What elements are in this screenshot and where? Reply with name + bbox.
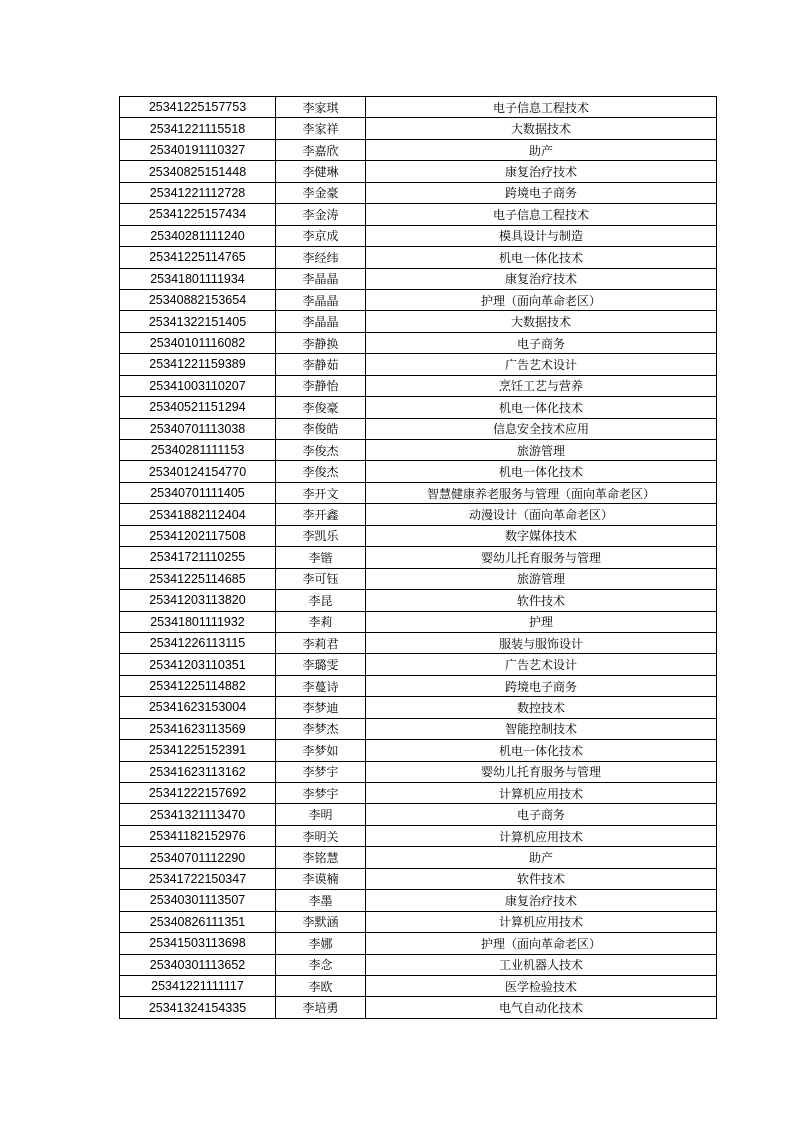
student-name-cell: 李莉 xyxy=(276,611,366,632)
student-name-cell: 李欧 xyxy=(276,975,366,996)
table-row xyxy=(120,97,717,118)
table-row xyxy=(120,975,717,996)
table-row xyxy=(120,954,717,975)
table-row xyxy=(120,933,717,954)
table-row xyxy=(120,247,717,268)
table-row xyxy=(120,847,717,868)
student-name-cell: 李健琳 xyxy=(276,161,366,182)
major-cell: 机电一体化技术 xyxy=(366,397,717,418)
student-name-cell: 李昆 xyxy=(276,590,366,611)
table-row xyxy=(120,740,717,761)
table-row xyxy=(120,161,717,182)
student-id-cell: 25341221111117 xyxy=(120,975,276,996)
student-name-cell: 李金涛 xyxy=(276,204,366,225)
table-row xyxy=(120,268,717,289)
student-id-cell: 25340882153654 xyxy=(120,289,276,310)
student-name-cell: 李梦杰 xyxy=(276,718,366,739)
student-name-cell: 李晶晶 xyxy=(276,311,366,332)
major-cell: 机电一体化技术 xyxy=(366,461,717,482)
student-id-cell: 25341721110255 xyxy=(120,547,276,568)
student-name-cell: 李金豪 xyxy=(276,182,366,203)
student-name-cell: 李晶晶 xyxy=(276,289,366,310)
table-row xyxy=(120,311,717,332)
major-cell: 机电一体化技术 xyxy=(366,740,717,761)
student-id-cell: 25340101116082 xyxy=(120,332,276,353)
student-id-cell: 25340701111405 xyxy=(120,482,276,503)
student-id-cell: 25340521151294 xyxy=(120,397,276,418)
major-cell: 数字媒体技术 xyxy=(366,525,717,546)
table-row xyxy=(120,440,717,461)
student-id-cell: 25340281111240 xyxy=(120,225,276,246)
table-row xyxy=(120,118,717,139)
student-id-cell: 25341225114882 xyxy=(120,675,276,696)
major-cell: 电子信息工程技术 xyxy=(366,97,717,118)
table-row xyxy=(120,590,717,611)
student-id-cell: 25341221159389 xyxy=(120,354,276,375)
student-name-cell: 李开文 xyxy=(276,482,366,503)
major-cell: 护理（面向革命老区） xyxy=(366,289,717,310)
student-name-cell: 李晶晶 xyxy=(276,268,366,289)
student-name-cell: 李俊杰 xyxy=(276,440,366,461)
student-id-cell: 25341221115518 xyxy=(120,118,276,139)
table-row xyxy=(120,418,717,439)
table-row xyxy=(120,997,717,1018)
major-cell: 智慧健康养老服务与管理（面向革命老区） xyxy=(366,482,717,503)
table-row xyxy=(120,547,717,568)
major-cell: 助产 xyxy=(366,847,717,868)
student-id-cell: 25341322151405 xyxy=(120,311,276,332)
student-name-cell: 李明关 xyxy=(276,825,366,846)
table-row xyxy=(120,182,717,203)
major-cell: 婴幼儿托育服务与管理 xyxy=(366,761,717,782)
student-name-cell: 李娜 xyxy=(276,933,366,954)
student-id-cell: 25341225114685 xyxy=(120,568,276,589)
student-id-cell: 25341623113569 xyxy=(120,718,276,739)
student-name-cell: 李梦如 xyxy=(276,740,366,761)
student-name-cell: 李培勇 xyxy=(276,997,366,1018)
major-cell: 信息安全技术应用 xyxy=(366,418,717,439)
student-name-cell: 李谟楠 xyxy=(276,868,366,889)
student-name-cell: 李凯乐 xyxy=(276,525,366,546)
student-id-cell: 25341623113162 xyxy=(120,761,276,782)
student-id-cell: 25341225152391 xyxy=(120,740,276,761)
major-cell: 计算机应用技术 xyxy=(366,783,717,804)
student-id-cell: 25341225157434 xyxy=(120,204,276,225)
student-id-cell: 25340281111153 xyxy=(120,440,276,461)
table-row xyxy=(120,289,717,310)
student-name-cell: 李静茹 xyxy=(276,354,366,375)
major-cell: 广告艺术设计 xyxy=(366,354,717,375)
major-cell: 旅游管理 xyxy=(366,440,717,461)
table-row xyxy=(120,868,717,889)
student-name-cell: 李可钰 xyxy=(276,568,366,589)
major-cell: 动漫设计（面向革命老区） xyxy=(366,504,717,525)
roster-body xyxy=(120,97,717,1019)
student-id-cell: 25341003110207 xyxy=(120,375,276,396)
major-cell: 电子商务 xyxy=(366,332,717,353)
student-id-cell: 25340301113652 xyxy=(120,954,276,975)
student-name-cell: 李锴 xyxy=(276,547,366,568)
major-cell: 护理（面向革命老区） xyxy=(366,933,717,954)
student-name-cell: 李家祥 xyxy=(276,118,366,139)
major-cell: 计算机应用技术 xyxy=(366,825,717,846)
student-name-cell: 李京成 xyxy=(276,225,366,246)
student-name-cell: 李梦迪 xyxy=(276,697,366,718)
student-name-cell: 李明 xyxy=(276,804,366,825)
student-id-cell: 25341202117508 xyxy=(120,525,276,546)
student-id-cell: 25341225114765 xyxy=(120,247,276,268)
table-row xyxy=(120,354,717,375)
table-row xyxy=(120,525,717,546)
table-row xyxy=(120,697,717,718)
major-cell: 软件技术 xyxy=(366,590,717,611)
student-name-cell: 李莉君 xyxy=(276,632,366,653)
student-name-cell: 李默涵 xyxy=(276,911,366,932)
student-name-cell: 李梦宇 xyxy=(276,783,366,804)
major-cell: 工业机器人技术 xyxy=(366,954,717,975)
student-id-cell: 25341203110351 xyxy=(120,654,276,675)
major-cell: 婴幼儿托育服务与管理 xyxy=(366,547,717,568)
student-name-cell: 李梦宇 xyxy=(276,761,366,782)
table-row xyxy=(120,225,717,246)
student-id-cell: 25340301113507 xyxy=(120,890,276,911)
major-cell: 助产 xyxy=(366,139,717,160)
student-id-cell: 25341801111932 xyxy=(120,611,276,632)
student-id-cell: 25341182152976 xyxy=(120,825,276,846)
major-cell: 电子信息工程技术 xyxy=(366,204,717,225)
student-name-cell: 李家琪 xyxy=(276,97,366,118)
major-cell: 旅游管理 xyxy=(366,568,717,589)
student-id-cell: 25341801111934 xyxy=(120,268,276,289)
student-id-cell: 25341324154335 xyxy=(120,997,276,1018)
student-id-cell: 25341221112728 xyxy=(120,182,276,203)
student-id-cell: 25340701113038 xyxy=(120,418,276,439)
table-row xyxy=(120,375,717,396)
major-cell: 软件技术 xyxy=(366,868,717,889)
table-row xyxy=(120,804,717,825)
student-id-cell: 25340191110327 xyxy=(120,139,276,160)
student-id-cell: 25341226113115 xyxy=(120,632,276,653)
major-cell: 大数据技术 xyxy=(366,118,717,139)
student-name-cell: 李俊杰 xyxy=(276,461,366,482)
table-row xyxy=(120,783,717,804)
student-name-cell: 李俊豪 xyxy=(276,397,366,418)
student-id-cell: 25340124154770 xyxy=(120,461,276,482)
major-cell: 医学检验技术 xyxy=(366,975,717,996)
table-row xyxy=(120,761,717,782)
student-id-cell: 25341882112404 xyxy=(120,504,276,525)
student-name-cell: 李璐雯 xyxy=(276,654,366,675)
student-id-cell: 25341503113698 xyxy=(120,933,276,954)
table-row xyxy=(120,632,717,653)
table-row xyxy=(120,482,717,503)
table-row xyxy=(120,139,717,160)
table-row xyxy=(120,611,717,632)
table-row xyxy=(120,890,717,911)
student-name-cell: 李开鑫 xyxy=(276,504,366,525)
table-row xyxy=(120,504,717,525)
student-name-cell: 李蔓诗 xyxy=(276,675,366,696)
major-cell: 数控技术 xyxy=(366,697,717,718)
table-row xyxy=(120,654,717,675)
student-id-cell: 25340701112290 xyxy=(120,847,276,868)
table-row xyxy=(120,675,717,696)
student-name-cell: 李铭慧 xyxy=(276,847,366,868)
student-name-cell: 李经纬 xyxy=(276,247,366,268)
table-row xyxy=(120,568,717,589)
major-cell: 智能控制技术 xyxy=(366,718,717,739)
table-row xyxy=(120,825,717,846)
major-cell: 康复治疗技术 xyxy=(366,268,717,289)
table-row xyxy=(120,397,717,418)
major-cell: 广告艺术设计 xyxy=(366,654,717,675)
major-cell: 康复治疗技术 xyxy=(366,890,717,911)
student-id-cell: 25341623153004 xyxy=(120,697,276,718)
student-name-cell: 李嘉欣 xyxy=(276,139,366,160)
student-id-cell: 25341222157692 xyxy=(120,783,276,804)
table-row xyxy=(120,461,717,482)
student-name-cell: 李念 xyxy=(276,954,366,975)
major-cell: 电子商务 xyxy=(366,804,717,825)
table-row xyxy=(120,332,717,353)
student-id-cell: 25341203113820 xyxy=(120,590,276,611)
student-name-cell: 李墨 xyxy=(276,890,366,911)
table-row xyxy=(120,204,717,225)
table-row xyxy=(120,911,717,932)
major-cell: 电气自动化技术 xyxy=(366,997,717,1018)
major-cell: 烹饪工艺与营养 xyxy=(366,375,717,396)
major-cell: 机电一体化技术 xyxy=(366,247,717,268)
student-id-cell: 25341321113470 xyxy=(120,804,276,825)
major-cell: 跨境电子商务 xyxy=(366,182,717,203)
major-cell: 计算机应用技术 xyxy=(366,911,717,932)
student-id-cell: 25340826111351 xyxy=(120,911,276,932)
student-name-cell: 李俊皓 xyxy=(276,418,366,439)
major-cell: 模具设计与制造 xyxy=(366,225,717,246)
table-row xyxy=(120,718,717,739)
student-name-cell: 李静怡 xyxy=(276,375,366,396)
student-id-cell: 25341225157753 xyxy=(120,97,276,118)
major-cell: 服装与服饰设计 xyxy=(366,632,717,653)
major-cell: 大数据技术 xyxy=(366,311,717,332)
roster-table xyxy=(119,96,717,1019)
student-id-cell: 25341722150347 xyxy=(120,868,276,889)
major-cell: 护理 xyxy=(366,611,717,632)
student-id-cell: 25340825151448 xyxy=(120,161,276,182)
major-cell: 跨境电子商务 xyxy=(366,675,717,696)
student-name-cell: 李静换 xyxy=(276,332,366,353)
major-cell: 康复治疗技术 xyxy=(366,161,717,182)
